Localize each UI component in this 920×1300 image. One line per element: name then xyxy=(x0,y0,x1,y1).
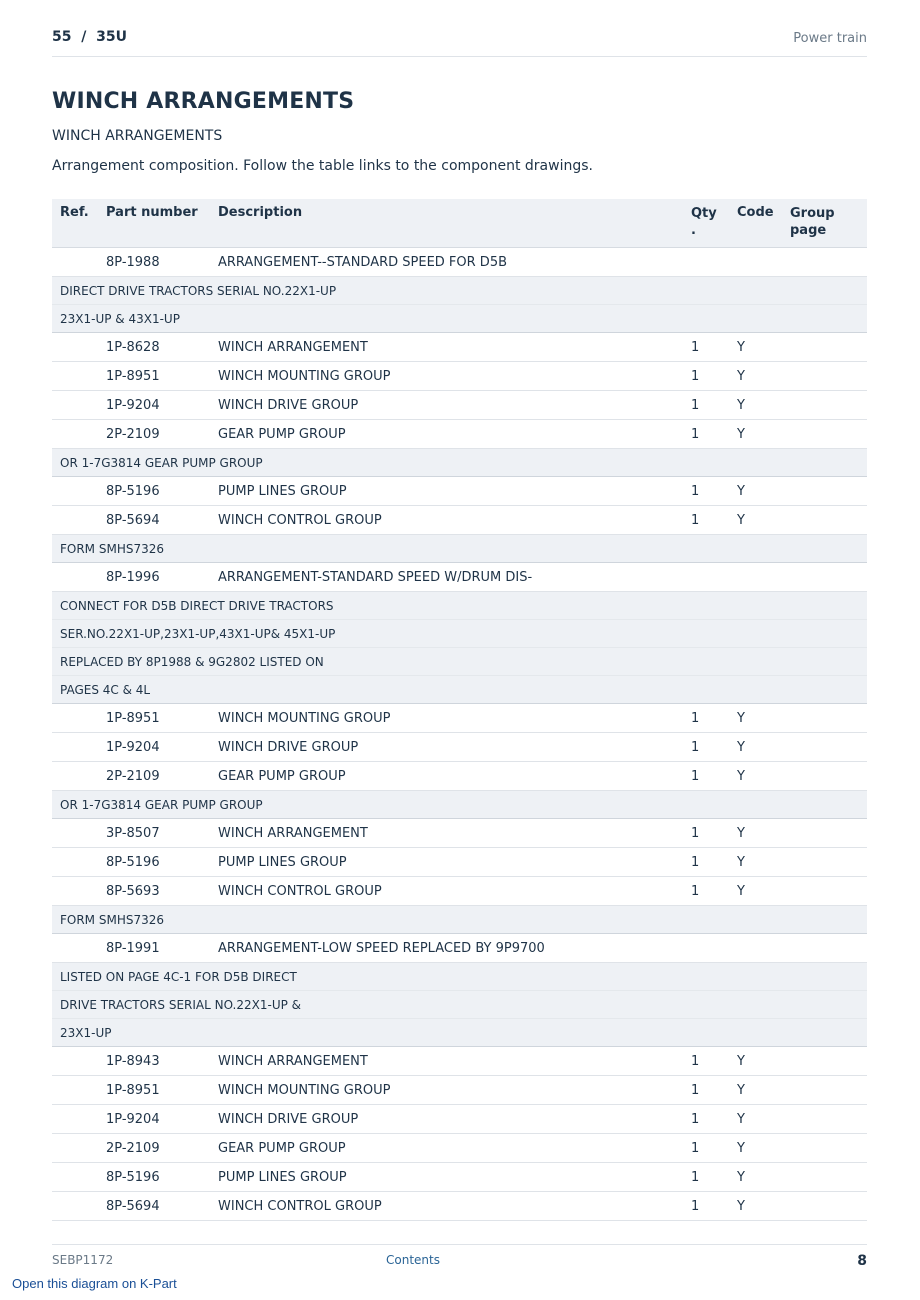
qty-cell: 1 xyxy=(683,1192,729,1221)
part-row[interactable] xyxy=(52,1105,867,1134)
part-number-cell[interactable]: 3P-8507 xyxy=(98,819,210,848)
ref-cell xyxy=(52,391,98,420)
description-cell: WINCH MOUNTING GROUP xyxy=(210,362,683,391)
part-number-cell[interactable]: 8P-5694 xyxy=(98,1192,210,1221)
note-text: PAGES 4C & 4L xyxy=(52,676,867,704)
description-cell: WINCH MOUNTING GROUP xyxy=(210,1076,683,1105)
note-text: DIRECT DRIVE TRACTORS SERIAL NO.22X1-UP xyxy=(52,277,867,305)
note-text: CONNECT FOR D5B DIRECT DRIVE TRACTORS xyxy=(52,592,867,620)
col-header-group-page: Group page xyxy=(782,199,867,248)
page-number: 8 xyxy=(857,1253,867,1269)
ref-cell xyxy=(52,733,98,762)
part-row[interactable] xyxy=(52,733,867,762)
note-row xyxy=(52,277,867,305)
description-cell: WINCH ARRANGEMENT xyxy=(210,1047,683,1076)
part-row[interactable] xyxy=(52,1163,867,1192)
description-cell: WINCH ARRANGEMENT xyxy=(210,333,683,362)
ref-cell xyxy=(52,1047,98,1076)
ref-cell xyxy=(52,1134,98,1163)
code-cell: Y xyxy=(729,391,782,420)
note-text: FORM SMHS7326 xyxy=(52,535,867,563)
part-number-cell[interactable]: 2P-2109 xyxy=(98,762,210,791)
note-text: 23X1-UP & 43X1-UP xyxy=(52,305,867,333)
code-cell xyxy=(729,248,782,277)
code-cell: Y xyxy=(729,848,782,877)
code-cell: Y xyxy=(729,333,782,362)
code-cell: Y xyxy=(729,1134,782,1163)
description-cell: GEAR PUMP GROUP xyxy=(210,420,683,449)
group-page-cell xyxy=(782,420,867,449)
part-row[interactable] xyxy=(52,762,867,791)
code-cell: Y xyxy=(729,1163,782,1192)
open-in-kpart-link[interactable]: Open this diagram on K-Part xyxy=(12,1276,177,1291)
ref-cell xyxy=(52,333,98,362)
part-row[interactable] xyxy=(52,506,867,535)
intro-text: Arrangement composition. Follow the table links to the component drawings. xyxy=(52,158,593,174)
ref-cell xyxy=(52,877,98,906)
qty-cell: 1 xyxy=(683,477,729,506)
part-number-cell[interactable]: 1P-9204 xyxy=(98,733,210,762)
description-cell: GEAR PUMP GROUP xyxy=(210,762,683,791)
group-page-cell xyxy=(782,762,867,791)
code-cell: Y xyxy=(729,1105,782,1134)
part-number-cell[interactable]: 8P-5196 xyxy=(98,848,210,877)
col-header-code: Code xyxy=(729,199,782,248)
part-number-cell[interactable]: 2P-2109 xyxy=(98,1134,210,1163)
group-page-cell xyxy=(782,1134,867,1163)
description-cell: WINCH MOUNTING GROUP xyxy=(210,704,683,733)
code-cell xyxy=(729,563,782,592)
description-cell: ARRANGEMENT-LOW SPEED REPLACED BY 9P9700 xyxy=(210,934,683,963)
note-text: OR 1-7G3814 GEAR PUMP GROUP xyxy=(52,449,867,477)
page-footer xyxy=(52,1244,867,1275)
code-cell: Y xyxy=(729,877,782,906)
group-page-cell xyxy=(782,477,867,506)
group-page-cell xyxy=(782,506,867,535)
document-id: SEBP1172 xyxy=(52,1253,114,1267)
code-cell: Y xyxy=(729,1047,782,1076)
ref-cell xyxy=(52,934,98,963)
part-row[interactable] xyxy=(52,1134,867,1163)
part-number-cell[interactable]: 1P-8951 xyxy=(98,704,210,733)
code-cell: Y xyxy=(729,819,782,848)
group-page-cell xyxy=(782,877,867,906)
description-cell: WINCH ARRANGEMENT xyxy=(210,819,683,848)
description-cell: WINCH CONTROL GROUP xyxy=(210,877,683,906)
note-row xyxy=(52,1019,867,1047)
description-cell: WINCH DRIVE GROUP xyxy=(210,1105,683,1134)
part-number-cell[interactable]: 8P-5694 xyxy=(98,506,210,535)
part-number-cell[interactable]: 1P-8951 xyxy=(98,362,210,391)
part-row[interactable] xyxy=(52,704,867,733)
parts-table-body xyxy=(52,248,867,1221)
part-number-cell[interactable]: 8P-1991 xyxy=(98,934,210,963)
group-page-cell xyxy=(782,704,867,733)
ref-cell xyxy=(52,248,98,277)
description-cell: ARRANGEMENT--STANDARD SPEED FOR D5B xyxy=(210,248,683,277)
qty-cell: 1 xyxy=(683,362,729,391)
description-cell: GEAR PUMP GROUP xyxy=(210,1134,683,1163)
group-page-cell xyxy=(782,563,867,592)
code-cell: Y xyxy=(729,1076,782,1105)
note-text: SER.NO.22X1-UP,23X1-UP,43X1-UP& 45X1-UP xyxy=(52,620,867,648)
qty-cell: 1 xyxy=(683,704,729,733)
note-row xyxy=(52,449,867,477)
group-page-cell xyxy=(782,1192,867,1221)
ref-cell xyxy=(52,704,98,733)
qty-cell: 1 xyxy=(683,1105,729,1134)
note-text: DRIVE TRACTORS SERIAL NO.22X1-UP & xyxy=(52,991,867,1019)
section-name: Power train xyxy=(793,31,867,46)
qty-cell: 1 xyxy=(683,848,729,877)
qty-cell xyxy=(683,563,729,592)
part-number-cell[interactable]: 8P-1988 xyxy=(98,248,210,277)
code-cell: Y xyxy=(729,733,782,762)
group-page-cell xyxy=(782,848,867,877)
page-header xyxy=(52,28,867,57)
qty-cell: 1 xyxy=(683,1134,729,1163)
parts-table xyxy=(52,199,867,1221)
table-header-row xyxy=(52,199,867,248)
note-row xyxy=(52,991,867,1019)
ref-cell xyxy=(52,1192,98,1221)
qty-cell: 1 xyxy=(683,877,729,906)
qty-cell: 1 xyxy=(683,506,729,535)
code-cell: Y xyxy=(729,362,782,391)
note-text: LISTED ON PAGE 4C-1 FOR D5B DIRECT xyxy=(52,963,867,991)
ref-cell xyxy=(52,819,98,848)
part-number-cell[interactable]: 8P-5693 xyxy=(98,877,210,906)
part-number-cell[interactable]: 1P-8943 xyxy=(98,1047,210,1076)
ref-cell xyxy=(52,477,98,506)
col-header-qty: Qty . xyxy=(683,199,729,248)
description-cell: WINCH DRIVE GROUP xyxy=(210,391,683,420)
part-row[interactable] xyxy=(52,848,867,877)
description-cell: WINCH CONTROL GROUP xyxy=(210,1192,683,1221)
part-number-cell[interactable]: 2P-2109 xyxy=(98,420,210,449)
ref-cell xyxy=(52,420,98,449)
part-row[interactable] xyxy=(52,333,867,362)
description-cell: PUMP LINES GROUP xyxy=(210,477,683,506)
note-row xyxy=(52,676,867,704)
description-cell: PUMP LINES GROUP xyxy=(210,848,683,877)
ref-cell xyxy=(52,506,98,535)
note-row xyxy=(52,305,867,333)
part-number-cell[interactable]: 8P-5196 xyxy=(98,1163,210,1192)
code-cell: Y xyxy=(729,506,782,535)
description-cell: WINCH DRIVE GROUP xyxy=(210,733,683,762)
note-row xyxy=(52,906,867,934)
description-cell: WINCH CONTROL GROUP xyxy=(210,506,683,535)
part-row[interactable] xyxy=(52,477,867,506)
ref-cell xyxy=(52,1105,98,1134)
part-number-cell[interactable]: 1P-9204 xyxy=(98,1105,210,1134)
code-cell: Y xyxy=(729,1192,782,1221)
note-row xyxy=(52,592,867,620)
qty-cell: 1 xyxy=(683,1163,729,1192)
qty-cell: 1 xyxy=(683,420,729,449)
description-cell: ARRANGEMENT-STANDARD SPEED W/DRUM DIS- xyxy=(210,563,683,592)
qty-cell: 1 xyxy=(683,333,729,362)
group-page-cell xyxy=(782,248,867,277)
col-header-description: Description xyxy=(210,199,683,248)
code-cell: Y xyxy=(729,704,782,733)
code-cell xyxy=(729,934,782,963)
qty-cell xyxy=(683,248,729,277)
col-header-part-number: Part number xyxy=(98,199,210,248)
group-page-cell xyxy=(782,1076,867,1105)
part-number-cell[interactable]: 8P-5196 xyxy=(98,477,210,506)
note-text: OR 1-7G3814 GEAR PUMP GROUP xyxy=(52,791,867,819)
code-cell: Y xyxy=(729,762,782,791)
group-page-cell xyxy=(782,934,867,963)
ref-cell xyxy=(52,1076,98,1105)
group-page-cell xyxy=(782,819,867,848)
group-page-cell xyxy=(782,333,867,362)
qty-cell: 1 xyxy=(683,1076,729,1105)
part-row[interactable] xyxy=(52,1047,867,1076)
part-row[interactable] xyxy=(52,248,867,277)
part-row[interactable] xyxy=(52,420,867,449)
note-text: FORM SMHS7326 xyxy=(52,906,867,934)
part-number-cell[interactable]: 1P-8628 xyxy=(98,333,210,362)
description-cell: PUMP LINES GROUP xyxy=(210,1163,683,1192)
part-row[interactable] xyxy=(52,391,867,420)
group-page-cell xyxy=(782,1105,867,1134)
part-number-cell[interactable]: 8P-1996 xyxy=(98,563,210,592)
page-indicator: 55 / 35U xyxy=(52,29,127,45)
note-row xyxy=(52,648,867,676)
page-subtitle: WINCH ARRANGEMENTS xyxy=(52,128,223,144)
qty-cell: 1 xyxy=(683,733,729,762)
part-row[interactable] xyxy=(52,1076,867,1105)
ref-cell xyxy=(52,848,98,877)
contents-link[interactable]: Contents xyxy=(386,1253,440,1267)
code-cell: Y xyxy=(729,477,782,506)
note-text: 23X1-UP xyxy=(52,1019,867,1047)
part-row[interactable] xyxy=(52,362,867,391)
group-page-cell xyxy=(782,391,867,420)
part-row[interactable] xyxy=(52,819,867,848)
note-text: REPLACED BY 8P1988 & 9G2802 LISTED ON xyxy=(52,648,867,676)
ref-cell xyxy=(52,762,98,791)
part-row[interactable] xyxy=(52,563,867,592)
qty-cell: 1 xyxy=(683,819,729,848)
group-page-cell xyxy=(782,362,867,391)
qty-cell xyxy=(683,934,729,963)
ref-cell xyxy=(52,1163,98,1192)
col-header-ref: Ref. xyxy=(52,199,98,248)
part-row[interactable] xyxy=(52,934,867,963)
page-title: WINCH ARRANGEMENTS xyxy=(52,89,355,114)
qty-cell: 1 xyxy=(683,762,729,791)
part-number-cell[interactable]: 1P-9204 xyxy=(98,391,210,420)
code-cell: Y xyxy=(729,420,782,449)
qty-cell: 1 xyxy=(683,1047,729,1076)
part-row[interactable] xyxy=(52,877,867,906)
part-number-cell[interactable]: 1P-8951 xyxy=(98,1076,210,1105)
group-page-cell xyxy=(782,1047,867,1076)
note-row xyxy=(52,963,867,991)
note-row xyxy=(52,620,867,648)
ref-cell xyxy=(52,563,98,592)
ref-cell xyxy=(52,362,98,391)
qty-cell: 1 xyxy=(683,391,729,420)
group-page-cell xyxy=(782,733,867,762)
part-row[interactable] xyxy=(52,1192,867,1221)
note-row xyxy=(52,535,867,563)
note-row xyxy=(52,791,867,819)
group-page-cell xyxy=(782,1163,867,1192)
